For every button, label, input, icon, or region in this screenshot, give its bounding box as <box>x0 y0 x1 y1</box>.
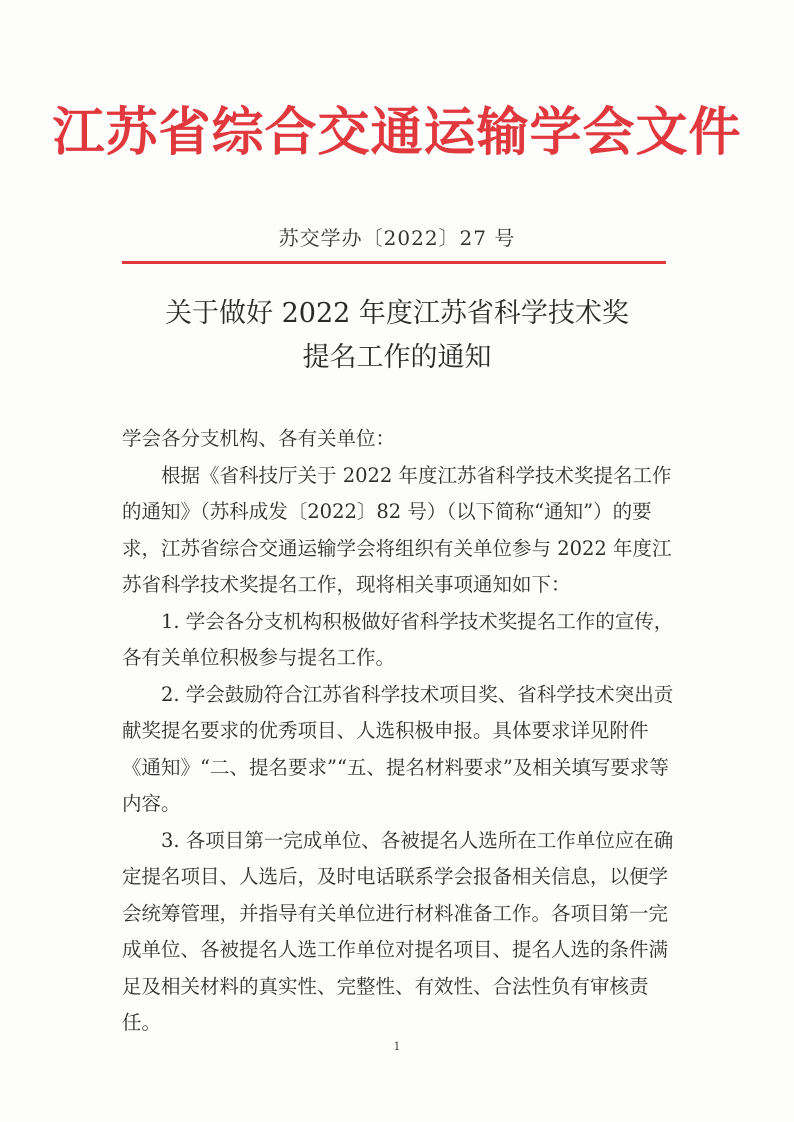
item-3-paragraph: 3. 各项目第一完成单位、各被提名人选所在工作单位应在确定提名项目、人选后，及时电话联系学会报备相关信息，以便学会统筹管理，并指导有关单位进行材料准备工作。各项目第一完成单位、各被提名人选工作单位对提名项目、提名人选的条件满足及相关材料的真实性、完整性、有效性、合法性负有审核责任。 <box>122 828 674 1034</box>
notice-title <box>0 292 794 380</box>
issuer-title: 江苏省综合交通运输学会文件 <box>52 102 742 163</box>
red-divider-line <box>122 261 666 264</box>
item-1-paragraph: 1. 学会各分支机构积极做好省科学技术奖提名工作的宣传，各有关单位积极参与提名工作。 <box>122 609 674 669</box>
intro-paragraph: 根据《省科技厅关于 2022 年度江苏省科学技术奖提名工作的通知》（苏科成发〔2022〕82 号）（以下简称“通知”）的要求，江苏省综合交通运输学会将组织有关单位参与 2022 年度江苏省科学技术奖提名工作，现将相关事项通知如下： <box>122 463 672 596</box>
document-number: 苏交学办〔2022〕27 号 <box>278 226 516 250</box>
notice-title-line-1: 关于做好 2022 年度江苏省科学技术奖 <box>165 298 629 329</box>
salutation: 学会各分支机构、各有关单位： <box>122 427 396 450</box>
notice-body <box>122 421 682 1042</box>
item-2-paragraph: 2. 学会鼓励符合江苏省科学技术项目奖、省科学技术突出贡献奖提名要求的优秀项目、人选积极申报。具体要求详见附件《通知》“二、提名要求”“五、提名材料要求”及相关填写要求等内容。 <box>122 682 674 815</box>
page-number: 1 <box>393 1040 401 1053</box>
notice-title-line-2: 提名工作的通知 <box>302 342 492 373</box>
